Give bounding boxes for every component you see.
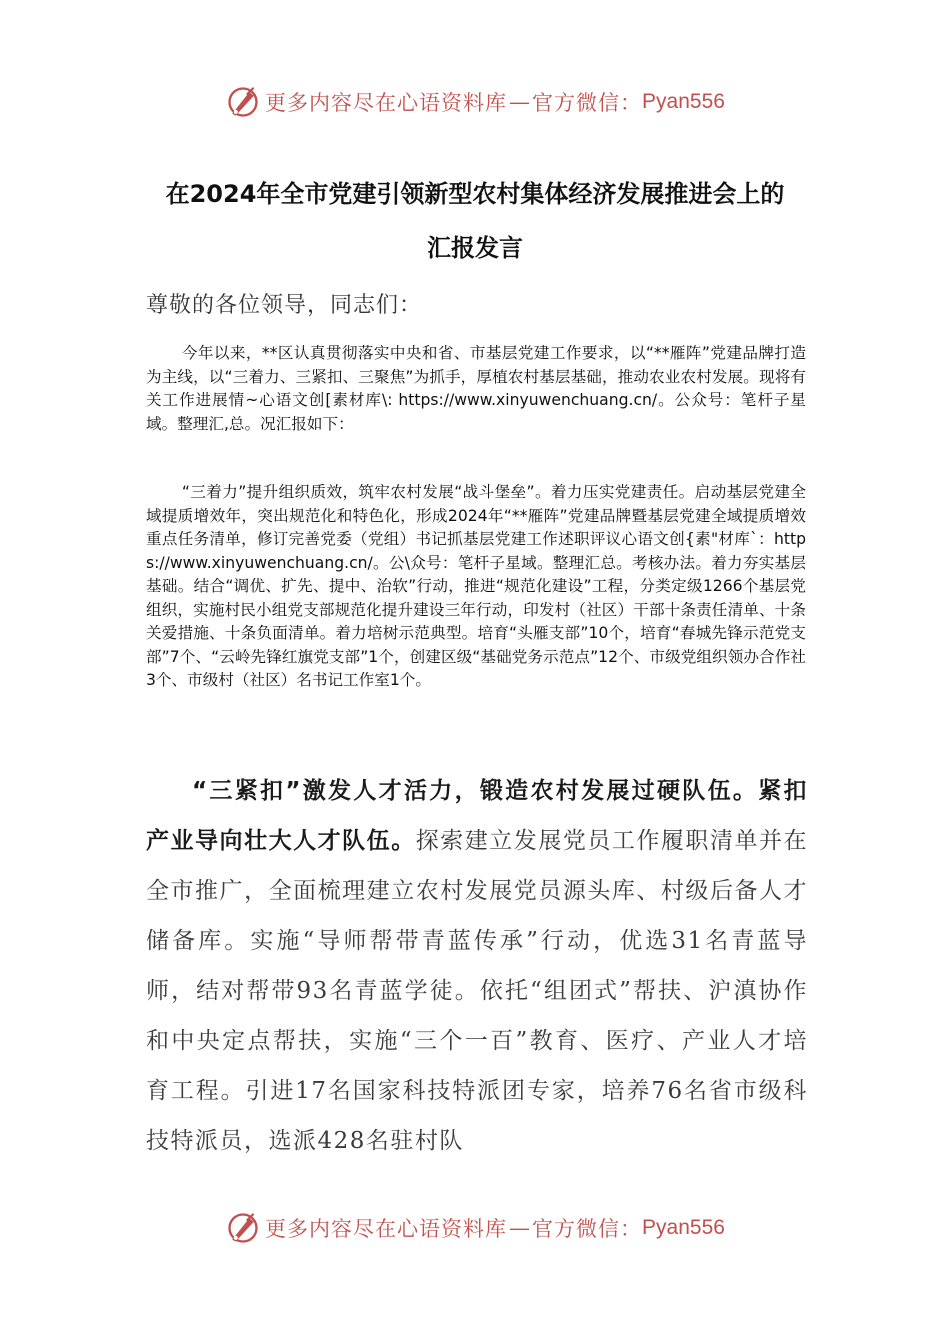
salutation: 尊敬的各位领导，同志们： <box>146 293 423 318</box>
watermark-wechat-id: Pyan556 <box>642 1216 725 1239</box>
watermark-wechat-id: Pyan556 <box>642 90 725 113</box>
pen-nib-logo-icon <box>225 84 261 120</box>
header-watermark-banner <box>0 82 950 122</box>
document-title-line-2: 汇报发言 <box>427 234 523 262</box>
watermark-dash: — <box>509 90 531 114</box>
pen-nib-logo-icon <box>225 1210 261 1246</box>
footer-watermark-banner <box>0 1208 950 1248</box>
document-title-line-1: 在2024年全市党建引领新型农村集体经济发展推进会上的 <box>165 180 785 208</box>
watermark-wechat-label: 官方微信： <box>532 1217 643 1241</box>
watermark-text: 更多内容尽在心语资料库 <box>265 91 508 115</box>
watermark-dash: — <box>509 1216 531 1240</box>
body-paragraph-3 <box>146 766 808 1166</box>
body-paragraph-2: “三着力”提升组织质效，筑牢农村发展“战斗堡垒”。着力压实党建责任。启动基层党建全域提质增效年，突出规范化和特色化，形成2024年“**雁阵”党建品牌暨基层党建全域提质增效重点任务清单，修订完善党委（党组）书记抓基层党建工作述职评议心语文创{素"材库`：https://www.xinyuwenchuang.cn/。公\众号：笔杆子星域。整理汇总。考核办法。着力夯实基层基础。结合“调优、扩先、提中、治软”行动，推进“规范化建设”工程，分类定级1266个基层党组织，实施村民小组党支部规范化提升建设三年行动，印发村（社区）干部十条责任清单、十条关爱措施、十条负面清单。着力培树示范典型。培育“头雁支部”10个，培育“春城先锋示范党支部”7个、“云岭先锋红旗党支部”1个，创建区级“基础党务示范点”12个、市级党组织领办合作社3个、市级村（社区）名书记工作室1个。 <box>146 483 806 689</box>
watermark-wechat-label: 官方微信： <box>532 91 643 115</box>
watermark-text: 更多内容尽在心语资料库 <box>265 1217 508 1241</box>
paragraph-3-body: 探索建立发展党员工作履职清单并在全市推广，全面梳理建立农村发展党员源头库、村级后备人才储备库。实施“导师帮带青蓝传承”行动，优选31名青蓝导师，结对帮带93名青蓝学徒。依托“组团式”帮扶、沪滇协作和中央定点帮扶，实施“三个一百”教育、医疗、产业人才培育工程。引进17名国家科技特派团专家，培养76名省市级科技特派员，选派428名驻村队 <box>146 828 809 1154</box>
body-paragraph-1: 今年以来，**区认真贯彻落实中央和省、市基层党建工作要求，以“**雁阵”党建品牌打造为主线，以“三着力、三紧扣、三聚焦”为抓手，厚植农村基层基础，推动农业农村发展。现将有关工作进展情~心语文创[素材库\: https://www.xinyuwenchuang.cn/。公众号：笔杆子星域。整理汇,总。况汇报如下： <box>146 344 806 433</box>
paragraph-3-lead-heading: “三紧扣”激发人才活力，锻造农村发展过硬队伍。紧扣产业导向壮大人才队伍。 <box>146 778 808 854</box>
